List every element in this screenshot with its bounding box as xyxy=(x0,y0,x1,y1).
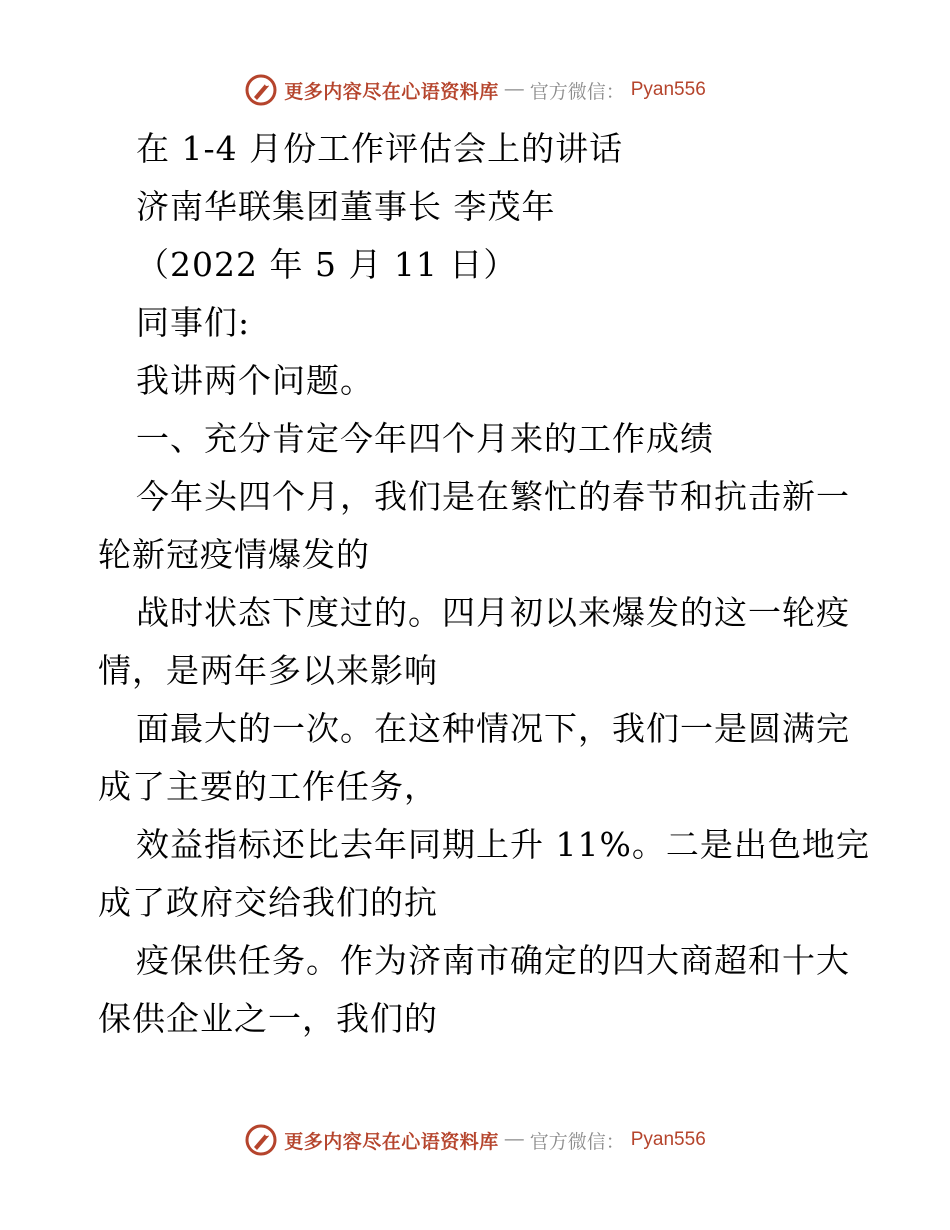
watermark-separator: — xyxy=(504,79,524,100)
body-line: 效益指标还比去年同期上升 11%。二是出色地完 xyxy=(136,825,870,864)
body-line: 情，是两年多以来影响 xyxy=(98,651,438,690)
document-salutation: 同事们: xyxy=(136,303,251,342)
watermark-brand: 更多内容尽在心语资料库 xyxy=(284,1130,499,1153)
watermark-id: Pyan556 xyxy=(630,79,706,100)
body-line: 疫保供任务。作为济南市确定的四大商超和十大 xyxy=(136,941,850,980)
body-line: 成了政府交给我们的抗 xyxy=(98,883,438,922)
document-title: 在 1-4 月份工作评估会上的讲话 xyxy=(136,129,624,168)
section-heading: 一、充分肯定今年四个月来的工作成绩 xyxy=(136,419,714,458)
watermark-separator: — xyxy=(504,1129,524,1150)
watermark-label: 官方微信： xyxy=(529,1130,625,1153)
body-line: 面最大的一次。在这种情况下，我们一是圆满完 xyxy=(136,709,850,748)
document-author: 济南华联集团董事长 李茂年 xyxy=(136,187,556,226)
body-line: 今年头四个月，我们是在繁忙的春节和抗击新一 xyxy=(136,477,850,516)
watermark-footer xyxy=(0,1120,950,1160)
watermark-brand: 更多内容尽在心语资料库 xyxy=(284,80,499,103)
body-line: 战时状态下度过的。四月初以来爆发的这一轮疫 xyxy=(136,593,850,632)
body-line: 成了主要的工作任务， xyxy=(98,767,438,806)
pen-nib-logo-icon xyxy=(244,1123,278,1157)
body-line: 保供企业之一，我们的 xyxy=(98,999,438,1038)
document-intro: 我讲两个问题。 xyxy=(136,361,374,400)
document-date: （2022 年 5 月 11 日） xyxy=(136,245,518,284)
watermark-header xyxy=(0,70,950,110)
watermark-label: 官方微信： xyxy=(529,80,625,103)
body-line: 轮新冠疫情爆发的 xyxy=(98,535,370,574)
pen-nib-logo-icon xyxy=(244,73,278,107)
watermark-id: Pyan556 xyxy=(630,1129,706,1150)
document-body xyxy=(98,120,870,1048)
